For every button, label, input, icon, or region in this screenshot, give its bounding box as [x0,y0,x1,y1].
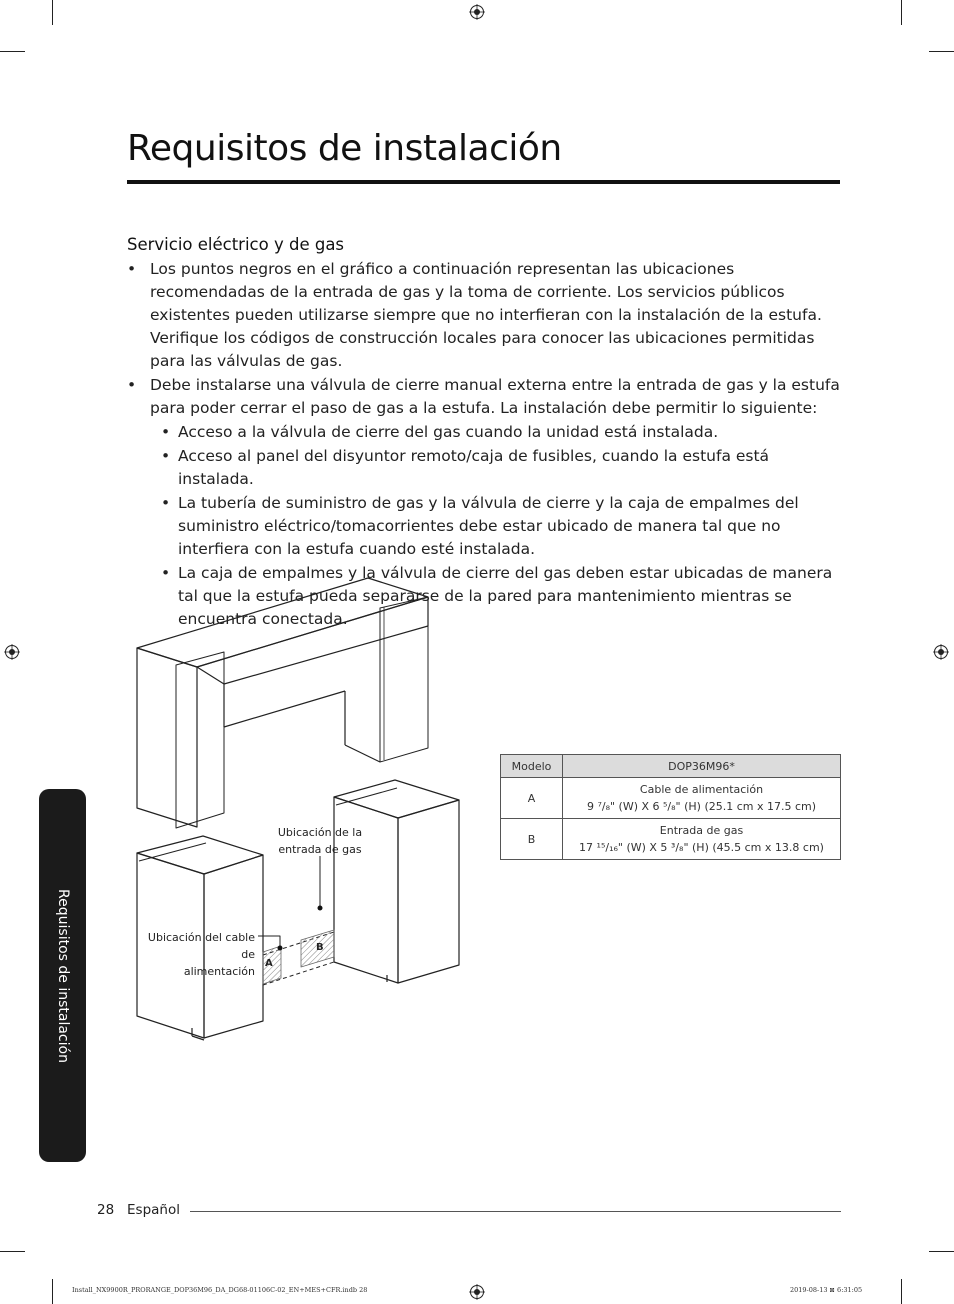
registration-mark-icon [4,644,20,660]
page-title: Requisitos de instalación [127,128,562,169]
row-key: A [501,778,563,819]
crop-mark [929,51,954,52]
crop-mark [0,1251,25,1252]
right-base-cabinet [334,780,459,983]
power-point-dot [278,946,283,951]
row-dims: 9 ⁷/₈" (W) X 6 ⁵/₈" (H) (25.1 cm x 17.5 cm) [586,800,817,813]
marker-a: A [265,958,273,969]
table-row [501,819,841,860]
marker-b: B [316,942,324,953]
row-value [563,819,841,860]
print-date-info: 2019-08-13 ⊠ 6:31:05 [790,1286,863,1294]
crop-mark [901,0,902,25]
side-tab-label: Requisitos de instalación [54,888,71,1063]
bullet-text: La caja de empalmes y la válvula de cierre del gas deben estar ubicadas de manera tal que la estufa pueda separarse de la pared para mantenimiento mientras se encuentra conectada. [178,564,833,628]
row-key: B [501,819,563,860]
row-name: Cable de alimentación [639,783,764,796]
power-cable-label [140,929,255,980]
section-side-tab [39,789,86,1162]
list-item [155,445,842,491]
bullet-icon: • [161,564,171,582]
crop-mark [52,0,53,25]
table-row [501,778,841,819]
bullet-icon: • [127,260,137,278]
page-number: 28 [97,1202,115,1218]
bullet-text: Acceso a la válvula de cierre del gas cuando la unidad está instalada. [178,423,719,441]
row-value [563,778,841,819]
list-item [127,374,842,420]
spec-table [500,754,841,860]
crop-mark [0,51,25,52]
list-item [155,421,842,444]
header-cell-model: DOP36M96* [563,755,841,778]
list-item [127,258,842,373]
print-file-info: Install_NX9900R_PRORANGE_DOP36M96_DA_DG68-01106C-02_EN+MES+CFR.indb 28 [72,1286,368,1294]
footer-language: Español [127,1202,180,1218]
upper-cabinets [137,578,428,828]
gas-point-dot [318,906,323,911]
bullet-icon: • [161,423,171,441]
bullet-text: Debe instalarse una válvula de cierre manual externa entre la entrada de gas y la estufa para poder cerrar el paso de gas a la estufa. La instalación debe permitir lo siguiente: [150,376,840,417]
list-item [155,492,842,561]
bullet-icon: • [161,447,171,465]
power-cable-label-line1: Ubicación del cable de [147,931,255,961]
row-name: Entrada de gas [659,824,744,837]
crop-mark [901,1279,902,1304]
header-cell-model-label: Modelo [501,755,563,778]
footer-rule [190,1211,841,1212]
bullet-text: Acceso al panel del disyuntor remoto/caja de fusibles, cuando la estufa está instalada. [178,447,770,488]
bullet-text: La tubería de suministro de gas y la válvula de cierre y la caja de empalmes del suministro eléctrico/tomacorrientes debe estar ubicado de manera tal que no interfiera con la estufa cuando esté instalada. [178,494,799,558]
registration-mark-icon [933,644,949,660]
registration-mark-icon [469,4,485,20]
gas-inlet-label [270,824,370,858]
bullet-text: Los puntos negros en el gráfico a continuación representan las ubicaciones recomendadas de la entrada de gas y la toma de corriente. Los servicios públicos existentes pueden utilizarse siempre que no interfieran con la instalación de la estufa. Verifique los códigos de construcción locales para conocer las ubicaciones permitidas para las válvulas de gas. [150,260,822,370]
bullet-icon: • [161,494,171,512]
section-title: Servicio eléctrico y de gas [127,235,345,254]
bullet-icon: • [127,376,137,394]
crop-mark [52,1279,53,1304]
registration-mark-icon [469,1284,485,1300]
crop-mark [929,1251,954,1252]
power-cable-label-line2: alimentación [183,965,255,978]
gas-inlet-label-line1: Ubicación de la [277,826,363,839]
gas-inlet-label-line2: entrada de gas [278,843,362,856]
title-rule [127,180,840,184]
row-dims: 17 ¹⁵/₁₆" (W) X 5 ³/₈" (H) (45.5 cm x 13.8 cm) [579,841,824,854]
table-header-row [501,755,841,778]
